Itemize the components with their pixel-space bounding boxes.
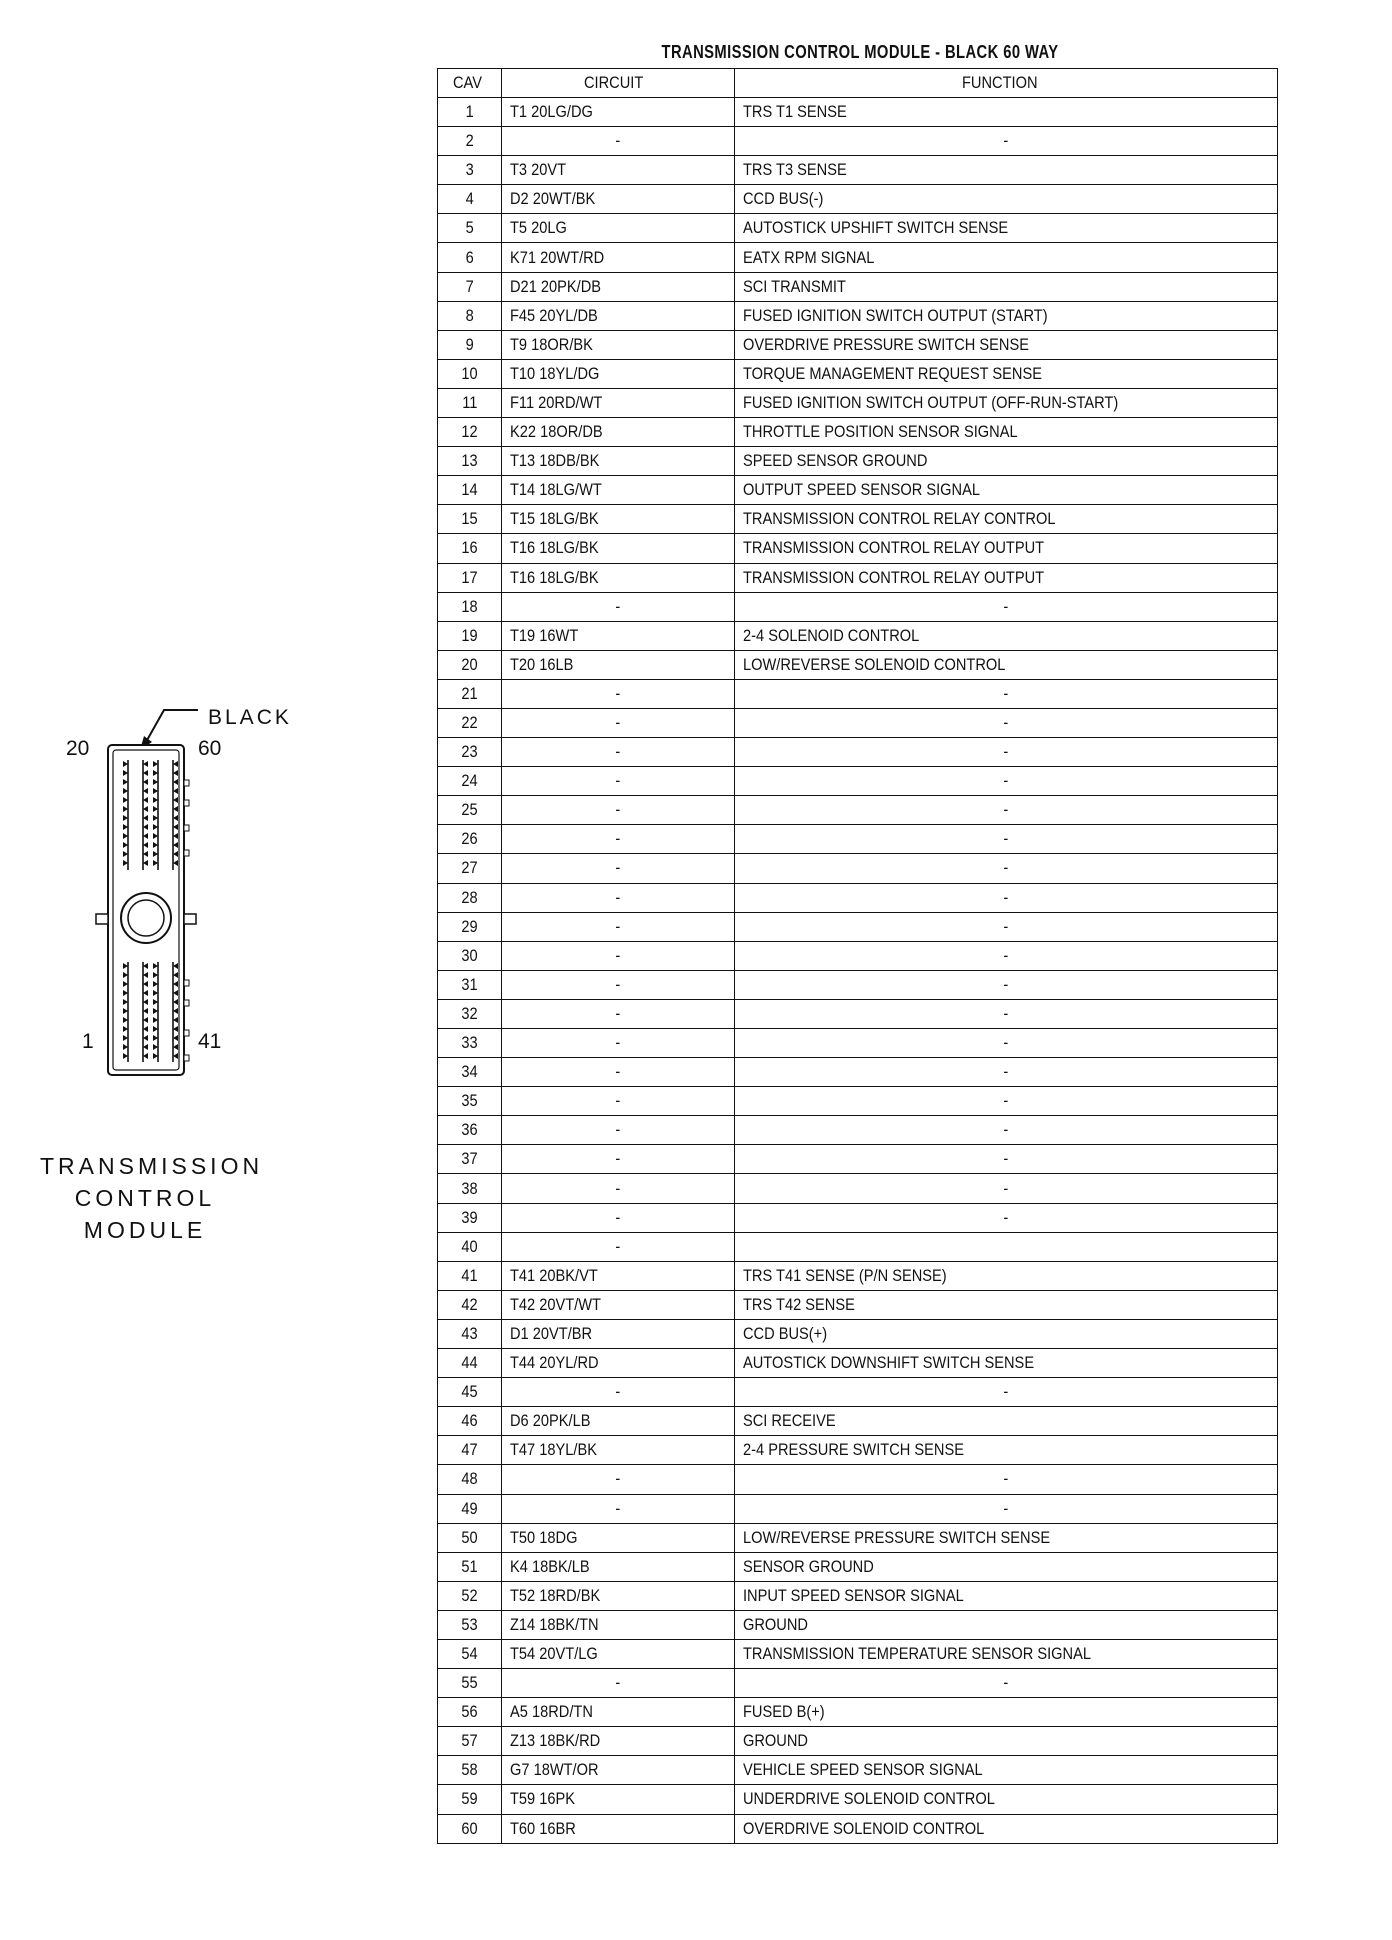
cav-cell: 15: [438, 505, 502, 534]
table-row: [438, 1087, 1278, 1116]
cav-cell: 50: [438, 1523, 502, 1552]
function-cell: UNDERDRIVE SOLENOID CONTROL: [735, 1785, 1278, 1814]
housing-notch: [184, 1000, 189, 1006]
circuit-cell: -: [502, 796, 735, 825]
table-row: [438, 185, 1278, 214]
function-cell: -: [735, 970, 1278, 999]
table-row: [438, 1465, 1278, 1494]
cav-cell: 56: [438, 1698, 502, 1727]
function-cell: EATX RPM SIGNAL: [735, 243, 1278, 272]
cav-cell: 20: [438, 650, 502, 679]
table-row: [438, 1029, 1278, 1058]
function-cell: THROTTLE POSITION SENSOR SIGNAL: [735, 418, 1278, 447]
function-cell: GROUND: [735, 1727, 1278, 1756]
table-row: [438, 272, 1278, 301]
function-cell: -: [735, 1669, 1278, 1698]
function-cell: SENSOR GROUND: [735, 1552, 1278, 1581]
circuit-cell: T60 16BR: [502, 1814, 735, 1843]
table-row: [438, 825, 1278, 854]
cav-cell: 23: [438, 738, 502, 767]
cav-cell: 3: [438, 156, 502, 185]
circuit-cell: T1 20LG/DG: [502, 98, 735, 127]
table-row: [438, 359, 1278, 388]
table-row: [438, 1174, 1278, 1203]
cav-cell: 17: [438, 563, 502, 592]
circuit-cell: -: [502, 970, 735, 999]
function-cell: TRS T41 SENSE (P/N SENSE): [735, 1261, 1278, 1290]
cav-cell: 28: [438, 883, 502, 912]
circuit-cell: T15 18LG/BK: [502, 505, 735, 534]
cav-cell: 10: [438, 359, 502, 388]
function-cell: TRS T1 SENSE: [735, 98, 1278, 127]
cav-cell: 41: [438, 1261, 502, 1290]
table-row: [438, 301, 1278, 330]
circuit-cell: -: [502, 912, 735, 941]
table-row: [438, 156, 1278, 185]
pin-number-41: 41: [198, 1030, 222, 1053]
function-cell: -: [735, 1465, 1278, 1494]
table-row: [438, 1785, 1278, 1814]
cav-cell: 24: [438, 767, 502, 796]
cav-cell: 25: [438, 796, 502, 825]
table-row: [438, 1727, 1278, 1756]
cav-cell: 31: [438, 970, 502, 999]
circuit-cell: -: [502, 1232, 735, 1261]
cav-cell: 21: [438, 679, 502, 708]
table-row: [438, 738, 1278, 767]
function-cell: -: [735, 767, 1278, 796]
table-row: [438, 796, 1278, 825]
caption-line: MODULE: [83, 1217, 207, 1243]
circuit-cell: -: [502, 767, 735, 796]
circuit-cell: -: [502, 1378, 735, 1407]
circuit-cell: -: [502, 679, 735, 708]
circuit-cell: D6 20PK/LB: [502, 1407, 735, 1436]
cav-cell: 57: [438, 1727, 502, 1756]
circuit-cell: D21 20PK/DB: [502, 272, 735, 301]
cav-cell: 59: [438, 1785, 502, 1814]
cav-cell: 34: [438, 1058, 502, 1087]
function-cell: LOW/REVERSE SOLENOID CONTROL: [735, 650, 1278, 679]
function-cell: CCD BUS(-): [735, 185, 1278, 214]
cav-cell: 32: [438, 999, 502, 1028]
connector-drawing: [40, 700, 300, 1140]
cav-cell: 54: [438, 1639, 502, 1668]
circuit-cell: -: [502, 1145, 735, 1174]
cav-cell: 18: [438, 592, 502, 621]
cav-cell: 46: [438, 1407, 502, 1436]
housing-notch: [184, 1030, 189, 1036]
table-row: [438, 912, 1278, 941]
function-cell: FUSED B(+): [735, 1698, 1278, 1727]
connector-color-label: BLACK: [208, 706, 292, 729]
function-cell: -: [735, 912, 1278, 941]
circuit-cell: -: [502, 1058, 735, 1087]
table-row: [438, 1639, 1278, 1668]
table-row: [438, 1290, 1278, 1319]
cav-cell: 2: [438, 127, 502, 156]
circuit-cell: -: [502, 1087, 735, 1116]
cav-cell: 44: [438, 1349, 502, 1378]
function-cell: -: [735, 1145, 1278, 1174]
function-cell: TRANSMISSION CONTROL RELAY CONTROL: [735, 505, 1278, 534]
table-title: TRANSMISSION CONTROL MODULE - BLACK 60 WAY: [661, 42, 1059, 62]
cav-cell: 43: [438, 1319, 502, 1348]
function-cell: 2-4 PRESSURE SWITCH SENSE: [735, 1436, 1278, 1465]
table-row: [438, 214, 1278, 243]
function-cell: CCD BUS(+): [735, 1319, 1278, 1348]
circuit-cell: T9 18OR/BK: [502, 330, 735, 359]
cav-cell: 7: [438, 272, 502, 301]
pin-number-20: 20: [66, 737, 90, 760]
function-cell: TRS T42 SENSE: [735, 1290, 1278, 1319]
table-row: [438, 1756, 1278, 1785]
circuit-cell: -: [502, 738, 735, 767]
function-cell: SCI RECEIVE: [735, 1407, 1278, 1436]
circuit-cell: K71 20WT/RD: [502, 243, 735, 272]
circuit-cell: F45 20YL/DB: [502, 301, 735, 330]
connector-figure: [40, 700, 300, 1260]
function-cell: VEHICLE SPEED SENSOR SIGNAL: [735, 1756, 1278, 1785]
function-cell: [735, 1232, 1278, 1261]
function-cell: -: [735, 854, 1278, 883]
function-cell: -: [735, 592, 1278, 621]
cav-cell: 13: [438, 447, 502, 476]
circuit-cell: -: [502, 854, 735, 883]
table-row: [438, 650, 1278, 679]
header-function: FUNCTION: [735, 69, 1278, 98]
table-row: [438, 621, 1278, 650]
function-cell: -: [735, 127, 1278, 156]
housing-notch: [184, 980, 189, 986]
function-cell: -: [735, 679, 1278, 708]
table-row: [438, 1523, 1278, 1552]
function-cell: OUTPUT SPEED SENSOR SIGNAL: [735, 476, 1278, 505]
cav-cell: 45: [438, 1378, 502, 1407]
circuit-cell: T41 20BK/VT: [502, 1261, 735, 1290]
circuit-cell: -: [502, 1669, 735, 1698]
cav-cell: 36: [438, 1116, 502, 1145]
table-row: [438, 1407, 1278, 1436]
table-row: [438, 1116, 1278, 1145]
circuit-cell: D2 20WT/BK: [502, 185, 735, 214]
circuit-cell: T42 20VT/WT: [502, 1290, 735, 1319]
function-cell: AUTOSTICK DOWNSHIFT SWITCH SENSE: [735, 1349, 1278, 1378]
housing-notch: [184, 850, 189, 856]
circuit-cell: T59 16PK: [502, 1785, 735, 1814]
function-cell: -: [735, 883, 1278, 912]
label-leader-line: [146, 710, 198, 742]
circuit-cell: D1 20VT/BR: [502, 1319, 735, 1348]
cav-cell: 5: [438, 214, 502, 243]
header-cav: CAV: [438, 69, 502, 98]
function-cell: -: [735, 1058, 1278, 1087]
pinout-table: [437, 68, 1278, 1844]
table-row: [438, 999, 1278, 1028]
cav-cell: 11: [438, 388, 502, 417]
circuit-cell: A5 18RD/TN: [502, 1698, 735, 1727]
cav-cell: 6: [438, 243, 502, 272]
circuit-cell: -: [502, 1203, 735, 1232]
circuit-cell: -: [502, 883, 735, 912]
function-cell: -: [735, 738, 1278, 767]
pin-number-60: 60: [198, 737, 222, 760]
cav-cell: 58: [438, 1756, 502, 1785]
function-cell: -: [735, 1116, 1278, 1145]
circuit-cell: T47 18YL/BK: [502, 1436, 735, 1465]
table-row: [438, 330, 1278, 359]
table-row: [438, 476, 1278, 505]
table-row: [438, 127, 1278, 156]
function-cell: TRANSMISSION TEMPERATURE SENSOR SIGNAL: [735, 1639, 1278, 1668]
table-row: [438, 854, 1278, 883]
function-cell: -: [735, 1494, 1278, 1523]
table-row: [438, 1552, 1278, 1581]
table-row: [438, 1058, 1278, 1087]
cav-cell: 47: [438, 1436, 502, 1465]
table-row: [438, 1232, 1278, 1261]
function-cell: -: [735, 1203, 1278, 1232]
table-row: [438, 447, 1278, 476]
circuit-cell: T20 16LB: [502, 650, 735, 679]
table-row: [438, 1814, 1278, 1843]
function-cell: LOW/REVERSE PRESSURE SWITCH SENSE: [735, 1523, 1278, 1552]
circuit-cell: T44 20YL/RD: [502, 1349, 735, 1378]
function-cell: -: [735, 1029, 1278, 1058]
table-row: [438, 1698, 1278, 1727]
module-caption: [40, 1150, 264, 1246]
table-row: [438, 679, 1278, 708]
circuit-cell: -: [502, 1174, 735, 1203]
circuit-cell: Z13 18BK/RD: [502, 1727, 735, 1756]
cav-cell: 33: [438, 1029, 502, 1058]
table-row: [438, 534, 1278, 563]
function-cell: 2-4 SOLENOID CONTROL: [735, 621, 1278, 650]
housing-notch: [184, 780, 189, 786]
function-cell: TRANSMISSION CONTROL RELAY OUTPUT: [735, 563, 1278, 592]
circuit-cell: T16 18LG/BK: [502, 563, 735, 592]
circuit-cell: -: [502, 127, 735, 156]
function-cell: TRANSMISSION CONTROL RELAY OUTPUT: [735, 534, 1278, 563]
table-row: [438, 1610, 1278, 1639]
caption-line: TRANSMISSION: [40, 1153, 264, 1179]
function-cell: SPEED SENSOR GROUND: [735, 447, 1278, 476]
cav-cell: 48: [438, 1465, 502, 1494]
housing-notch: [184, 800, 189, 806]
cav-cell: 8: [438, 301, 502, 330]
table-row: [438, 1581, 1278, 1610]
circuit-cell: Z14 18BK/TN: [502, 1610, 735, 1639]
table-row: [438, 1203, 1278, 1232]
cav-cell: 4: [438, 185, 502, 214]
table-row: [438, 1436, 1278, 1465]
cav-cell: 9: [438, 330, 502, 359]
function-cell: FUSED IGNITION SWITCH OUTPUT (START): [735, 301, 1278, 330]
circuit-cell: -: [502, 592, 735, 621]
table-row: [438, 1145, 1278, 1174]
cav-cell: 37: [438, 1145, 502, 1174]
cav-cell: 12: [438, 418, 502, 447]
function-cell: OVERDRIVE SOLENOID CONTROL: [735, 1814, 1278, 1843]
circuit-cell: -: [502, 941, 735, 970]
circuit-cell: T3 20VT: [502, 156, 735, 185]
function-cell: INPUT SPEED SENSOR SIGNAL: [735, 1581, 1278, 1610]
circuit-cell: F11 20RD/WT: [502, 388, 735, 417]
function-cell: -: [735, 999, 1278, 1028]
pin-number-1: 1: [82, 1030, 94, 1053]
circuit-cell: T14 18LG/WT: [502, 476, 735, 505]
circuit-cell: -: [502, 999, 735, 1028]
cav-cell: 26: [438, 825, 502, 854]
caption-line: CONTROL: [74, 1185, 216, 1211]
circuit-cell: T19 16WT: [502, 621, 735, 650]
circuit-cell: -: [502, 1465, 735, 1494]
table-row: [438, 418, 1278, 447]
housing-notch: [184, 825, 189, 831]
cav-cell: 40: [438, 1232, 502, 1261]
table-row: [438, 243, 1278, 272]
circuit-cell: K22 18OR/DB: [502, 418, 735, 447]
cav-cell: 49: [438, 1494, 502, 1523]
cav-cell: 27: [438, 854, 502, 883]
cav-cell: 1: [438, 98, 502, 127]
cav-cell: 39: [438, 1203, 502, 1232]
cav-cell: 42: [438, 1290, 502, 1319]
function-cell: TORQUE MANAGEMENT REQUEST SENSE: [735, 359, 1278, 388]
function-cell: -: [735, 1087, 1278, 1116]
circuit-cell: T10 18YL/DG: [502, 359, 735, 388]
function-cell: -: [735, 1174, 1278, 1203]
circuit-cell: -: [502, 1494, 735, 1523]
housing-notch: [184, 1055, 189, 1061]
cav-cell: 51: [438, 1552, 502, 1581]
table-row: [438, 1349, 1278, 1378]
function-cell: SCI TRANSMIT: [735, 272, 1278, 301]
circuit-cell: T50 18DG: [502, 1523, 735, 1552]
function-cell: OVERDRIVE PRESSURE SWITCH SENSE: [735, 330, 1278, 359]
cav-cell: 38: [438, 1174, 502, 1203]
table-row: [438, 1669, 1278, 1698]
table-row: [438, 388, 1278, 417]
cav-cell: 29: [438, 912, 502, 941]
circuit-cell: T5 20LG: [502, 214, 735, 243]
cav-cell: 35: [438, 1087, 502, 1116]
table-row: [438, 592, 1278, 621]
cav-cell: 55: [438, 1669, 502, 1698]
cav-cell: 52: [438, 1581, 502, 1610]
table-row: [438, 767, 1278, 796]
function-cell: -: [735, 825, 1278, 854]
table-body: [438, 98, 1278, 1844]
header-circuit: CIRCUIT: [502, 69, 735, 98]
circuit-cell: T54 20VT/LG: [502, 1639, 735, 1668]
table-row: [438, 505, 1278, 534]
table-row: [438, 1261, 1278, 1290]
circuit-cell: T13 18DB/BK: [502, 447, 735, 476]
circuit-cell: -: [502, 825, 735, 854]
cav-cell: 16: [438, 534, 502, 563]
table-row: [438, 563, 1278, 592]
cav-cell: 30: [438, 941, 502, 970]
table-header-row: [438, 69, 1278, 98]
table-row: [438, 883, 1278, 912]
function-cell: AUTOSTICK UPSHIFT SWITCH SENSE: [735, 214, 1278, 243]
cav-cell: 22: [438, 708, 502, 737]
circuit-cell: K4 18BK/LB: [502, 1552, 735, 1581]
table-row: [438, 98, 1278, 127]
function-cell: TRS T3 SENSE: [735, 156, 1278, 185]
function-cell: -: [735, 796, 1278, 825]
cav-cell: 60: [438, 1814, 502, 1843]
circuit-cell: -: [502, 1116, 735, 1145]
function-cell: -: [735, 1378, 1278, 1407]
table-row: [438, 1319, 1278, 1348]
cav-cell: 53: [438, 1610, 502, 1639]
circuit-cell: -: [502, 708, 735, 737]
circuit-cell: T16 18LG/BK: [502, 534, 735, 563]
cav-cell: 14: [438, 476, 502, 505]
table-row: [438, 970, 1278, 999]
function-cell: -: [735, 708, 1278, 737]
table-row: [438, 1494, 1278, 1523]
function-cell: FUSED IGNITION SWITCH OUTPUT (OFF-RUN-START): [735, 388, 1278, 417]
table-row: [438, 1378, 1278, 1407]
circuit-cell: G7 18WT/OR: [502, 1756, 735, 1785]
circuit-cell: -: [502, 1029, 735, 1058]
function-cell: -: [735, 941, 1278, 970]
table-row: [438, 708, 1278, 737]
function-cell: GROUND: [735, 1610, 1278, 1639]
circuit-cell: T52 18RD/BK: [502, 1581, 735, 1610]
table-row: [438, 941, 1278, 970]
cav-cell: 19: [438, 621, 502, 650]
